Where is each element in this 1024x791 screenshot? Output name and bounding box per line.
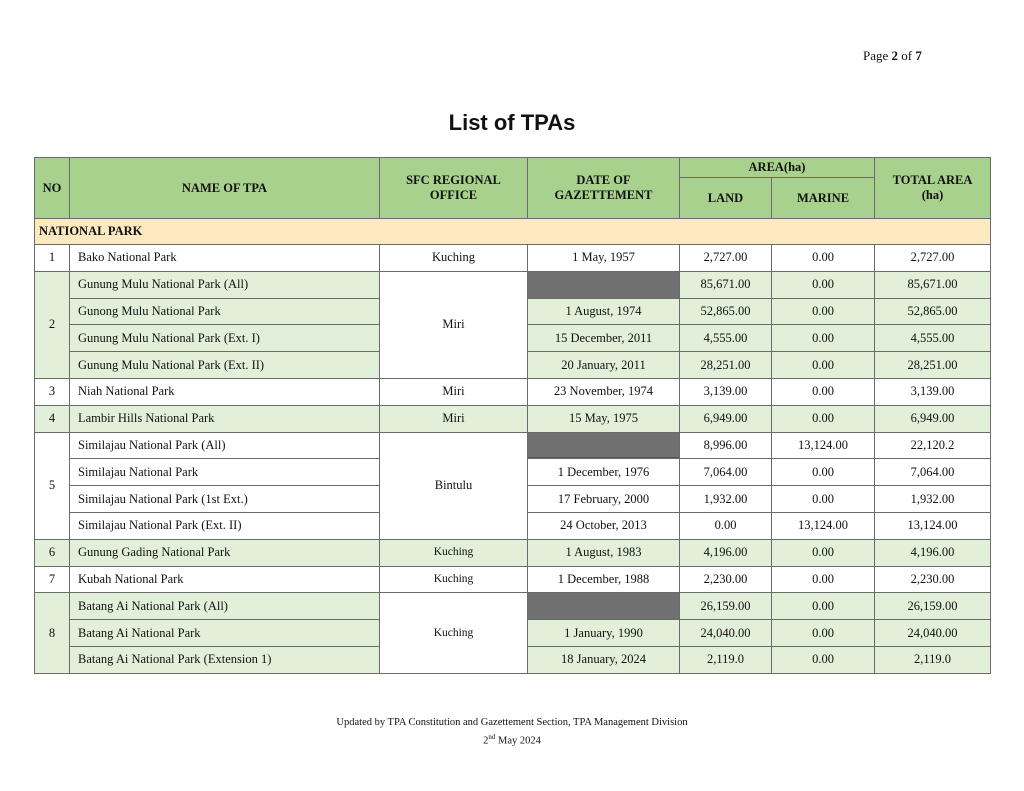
table-row [35, 245, 991, 272]
section-national-park: NATIONAL PARK [35, 219, 991, 245]
cell-name: Similajau National Park (Ext. II) [70, 512, 380, 539]
cell-office: Bintulu [380, 432, 528, 539]
cell-no: 1 [35, 245, 70, 272]
cell-marine: 0.00 [772, 245, 875, 272]
cell-office: Miri [380, 378, 528, 405]
cell-date: 1 December, 1988 [528, 566, 680, 593]
cell-land: 26,159.00 [680, 593, 772, 620]
cell-name: Similajau National Park (1st Ext.) [70, 486, 380, 513]
page-total: 7 [915, 48, 922, 63]
table-row [35, 378, 991, 405]
cell-office: Miri [380, 405, 528, 432]
cell-total: 4,196.00 [875, 539, 991, 566]
header-date [528, 158, 680, 219]
table-row [35, 593, 991, 620]
page-of: of [901, 48, 913, 63]
cell-marine: 0.00 [772, 620, 875, 647]
cell-marine: 0.00 [772, 298, 875, 325]
cell-no: 6 [35, 539, 70, 566]
footer-date [0, 730, 1024, 749]
footer-day: 2 [483, 735, 489, 747]
cell-date-hatched [528, 593, 680, 620]
cell-land: 2,119.0 [680, 646, 772, 673]
cell-total: 85,671.00 [875, 271, 991, 298]
cell-name: Batang Ai National Park (All) [70, 593, 380, 620]
header-marine: MARINE [772, 178, 875, 219]
cell-total: 2,119.0 [875, 646, 991, 673]
cell-marine: 0.00 [772, 539, 875, 566]
cell-land: 24,040.00 [680, 620, 772, 647]
cell-marine: 0.00 [772, 486, 875, 513]
cell-no: 7 [35, 566, 70, 593]
tpa-table [34, 157, 991, 674]
cell-marine: 13,124.00 [772, 432, 875, 459]
header-office [380, 158, 528, 219]
cell-date-hatched [528, 271, 680, 298]
cell-date: 24 October, 2013 [528, 512, 680, 539]
table-row [35, 539, 991, 566]
cell-date: 1 December, 1976 [528, 459, 680, 486]
cell-land: 0.00 [680, 512, 772, 539]
header-no: NO [35, 158, 70, 219]
cell-office: Kuching [380, 593, 528, 673]
cell-marine: 0.00 [772, 325, 875, 352]
cell-no: 8 [35, 593, 70, 673]
cell-name: Gunung Mulu National Park (All) [70, 271, 380, 298]
cell-land: 2,727.00 [680, 245, 772, 272]
cell-marine: 0.00 [772, 352, 875, 379]
cell-total: 3,139.00 [875, 378, 991, 405]
footer-day-suffix: nd [488, 733, 496, 741]
header-area: AREA(ha) [680, 158, 875, 178]
cell-name: Similajau National Park [70, 459, 380, 486]
cell-name: Gunong Mulu National Park [70, 298, 380, 325]
table-row [35, 271, 991, 298]
cell-land: 3,139.00 [680, 378, 772, 405]
cell-total: 52,865.00 [875, 298, 991, 325]
cell-land: 1,932.00 [680, 486, 772, 513]
cell-marine: 0.00 [772, 378, 875, 405]
table-row [35, 405, 991, 432]
cell-office: Kuching [380, 566, 528, 593]
cell-date: 15 May, 1975 [528, 405, 680, 432]
cell-no: 3 [35, 378, 70, 405]
cell-name: Niah National Park [70, 378, 380, 405]
cell-land: 4,555.00 [680, 325, 772, 352]
cell-land: 4,196.00 [680, 539, 772, 566]
cell-total: 2,727.00 [875, 245, 991, 272]
cell-date: 23 November, 1974 [528, 378, 680, 405]
cell-date: 1 August, 1983 [528, 539, 680, 566]
cell-office: Kuching [380, 245, 528, 272]
cell-total: 6,949.00 [875, 405, 991, 432]
page-title: List of TPAs [448, 110, 576, 135]
cell-date: 1 January, 1990 [528, 620, 680, 647]
cell-marine: 0.00 [772, 593, 875, 620]
cell-name: Batang Ai National Park [70, 620, 380, 647]
cell-total: 24,040.00 [875, 620, 991, 647]
cell-office: Kuching [380, 539, 528, 566]
cell-total: 26,159.00 [875, 593, 991, 620]
cell-marine: 0.00 [772, 646, 875, 673]
cell-date: 17 February, 2000 [528, 486, 680, 513]
cell-land: 28,251.00 [680, 352, 772, 379]
cell-marine: 0.00 [772, 271, 875, 298]
cell-total: 28,251.00 [875, 352, 991, 379]
cell-date: 1 May, 1957 [528, 245, 680, 272]
page-number [863, 48, 922, 64]
cell-total: 2,230.00 [875, 566, 991, 593]
footer [0, 716, 1024, 749]
cell-date: 15 December, 2011 [528, 325, 680, 352]
page-current: 2 [891, 48, 899, 63]
footer-month-year: May 2024 [495, 735, 541, 747]
header-land: LAND [680, 178, 772, 219]
header-name: NAME OF TPA [70, 158, 380, 219]
cell-total: 1,932.00 [875, 486, 991, 513]
cell-land: 52,865.00 [680, 298, 772, 325]
page-label: Page [863, 48, 889, 63]
cell-no: 4 [35, 405, 70, 432]
cell-name: Similajau National Park (All) [70, 432, 380, 459]
cell-total: 4,555.00 [875, 325, 991, 352]
cell-office: Miri [380, 271, 528, 378]
cell-land: 7,064.00 [680, 459, 772, 486]
cell-date: 18 January, 2024 [528, 646, 680, 673]
cell-marine: 0.00 [772, 405, 875, 432]
cell-land: 6,949.00 [680, 405, 772, 432]
cell-total: 22,120.2 [875, 432, 991, 459]
cell-land: 2,230.00 [680, 566, 772, 593]
cell-name: Batang Ai National Park (Extension 1) [70, 646, 380, 673]
cell-total: 13,124.00 [875, 512, 991, 539]
cell-name: Gunung Mulu National Park (Ext. II) [70, 352, 380, 379]
header-office-label: SFC REGIONAL OFFICE [406, 173, 501, 202]
cell-no: 5 [35, 432, 70, 539]
cell-marine: 13,124.00 [772, 512, 875, 539]
cell-land: 85,671.00 [680, 271, 772, 298]
footer-update-note: Updated by TPA Constitution and Gazettement Section, TPA Management Division [336, 717, 688, 728]
cell-marine: 0.00 [772, 459, 875, 486]
header-date-label: DATE OF GAZETTEMENT [554, 173, 653, 202]
header-total [875, 158, 991, 219]
cell-name: Gunung Gading National Park [70, 539, 380, 566]
cell-land: 8,996.00 [680, 432, 772, 459]
cell-total: 7,064.00 [875, 459, 991, 486]
cell-date-hatched [528, 432, 680, 459]
cell-name: Bako National Park [70, 245, 380, 272]
table-row [35, 566, 991, 593]
cell-date: 20 January, 2011 [528, 352, 680, 379]
header-total-label: TOTAL AREA (ha) [892, 173, 973, 202]
table-row [35, 432, 991, 459]
cell-no: 2 [35, 271, 70, 378]
cell-name: Kubah National Park [70, 566, 380, 593]
cell-name: Lambir Hills National Park [70, 405, 380, 432]
cell-date: 1 August, 1974 [528, 298, 680, 325]
cell-marine: 0.00 [772, 566, 875, 593]
cell-name: Gunung Mulu National Park (Ext. I) [70, 325, 380, 352]
